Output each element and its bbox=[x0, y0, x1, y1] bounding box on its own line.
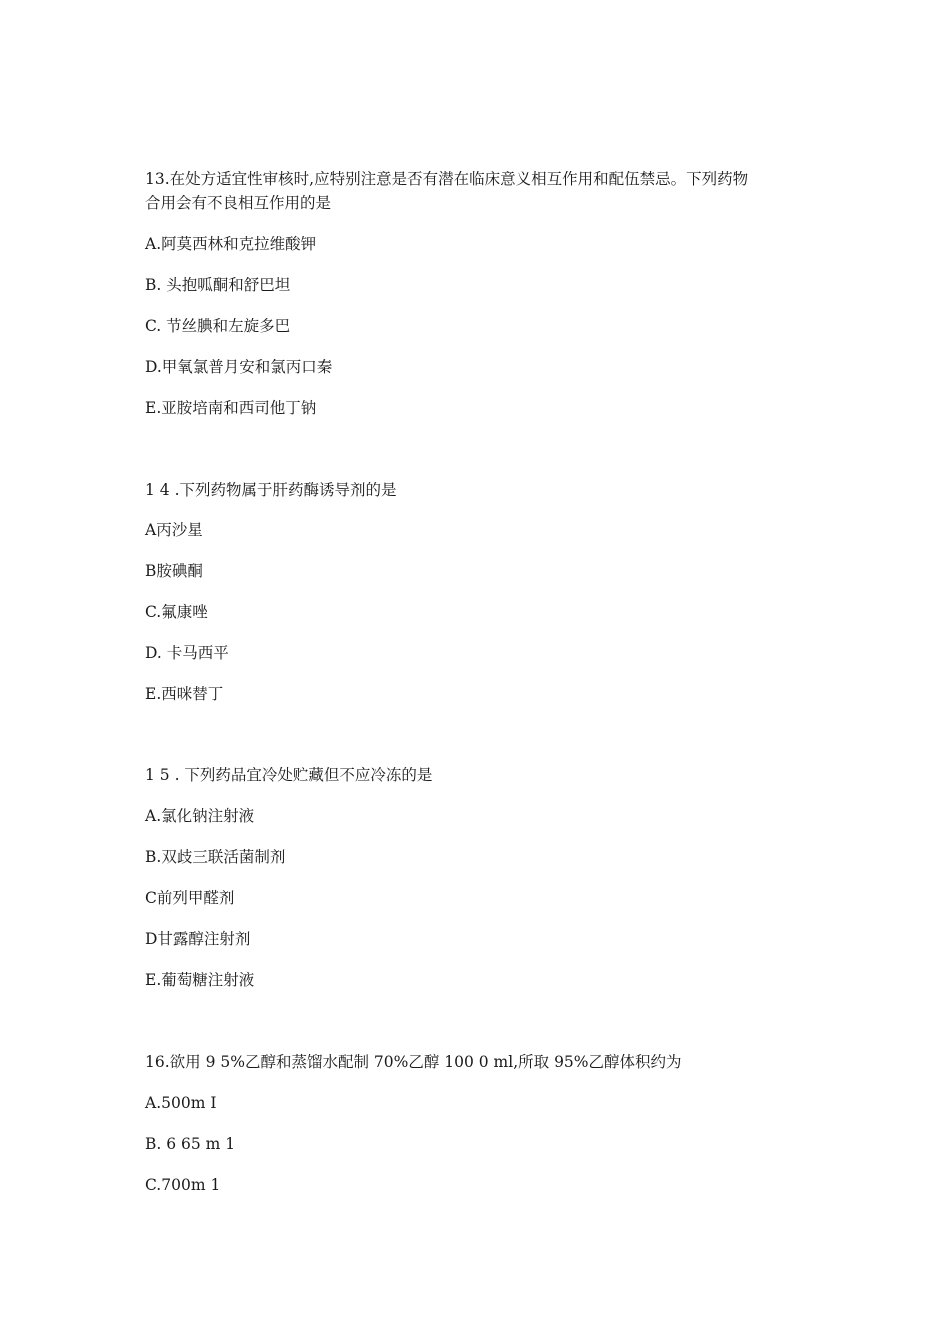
question-15-option-b: B.双歧三联活菌制剂 bbox=[145, 848, 286, 866]
question-13-option-e: E.亚胺培南和西司他丁钠 bbox=[145, 399, 317, 417]
question-15-stem: 1 5 . 下列药品宜冷处贮藏但不应冷冻的是 bbox=[145, 766, 433, 784]
question-14-option-a: A丙沙星 bbox=[145, 521, 203, 539]
question-15-option-c: C前列甲醛剂 bbox=[145, 889, 235, 907]
question-14-option-b: B胺碘酮 bbox=[145, 562, 203, 580]
question-14-option-d: D. 卡马西平 bbox=[145, 644, 229, 662]
question-14-option-e: E.西咪替丁 bbox=[145, 685, 224, 703]
question-15-option-a: A.氯化钠注射液 bbox=[145, 807, 255, 825]
question-13-stem-line-1: 13.在处方适宜性审核时,应特别注意是否有潜在临床意义相互作用和配伍禁忌。下列药物 bbox=[145, 170, 749, 188]
question-13-option-a: A.阿莫西林和克拉维酸钾 bbox=[145, 235, 317, 253]
question-13-option-d: D.甲氧氯普月安和氯丙口秦 bbox=[145, 358, 333, 376]
question-16-option-c: C.700m 1 bbox=[145, 1176, 221, 1194]
question-13-option-c: C. 节丝腆和左旋多巴 bbox=[145, 317, 291, 335]
question-15-option-d: D甘露醇注射剂 bbox=[145, 930, 251, 948]
question-14-stem: 1 4 .下列药物属于肝药酶诱导剂的是 bbox=[145, 481, 397, 499]
question-15-option-e: E.葡萄糖注射液 bbox=[145, 971, 255, 989]
question-13-stem-line-2: 合用会有不良相互作用的是 bbox=[145, 194, 332, 212]
question-16-option-b: B. 6 65 m 1 bbox=[145, 1135, 236, 1153]
question-13-option-b: B. 头抱呱酮和舒巴坦 bbox=[145, 276, 291, 294]
question-16-stem: 16.欲用 9 5%乙醇和蒸馏水配制 70%乙醇 100 0 ml,所取 95%乙醇体积约为 bbox=[145, 1053, 682, 1071]
question-14-option-c: C.氟康唑 bbox=[145, 603, 208, 621]
question-16-option-a: A.500m I bbox=[145, 1094, 217, 1112]
